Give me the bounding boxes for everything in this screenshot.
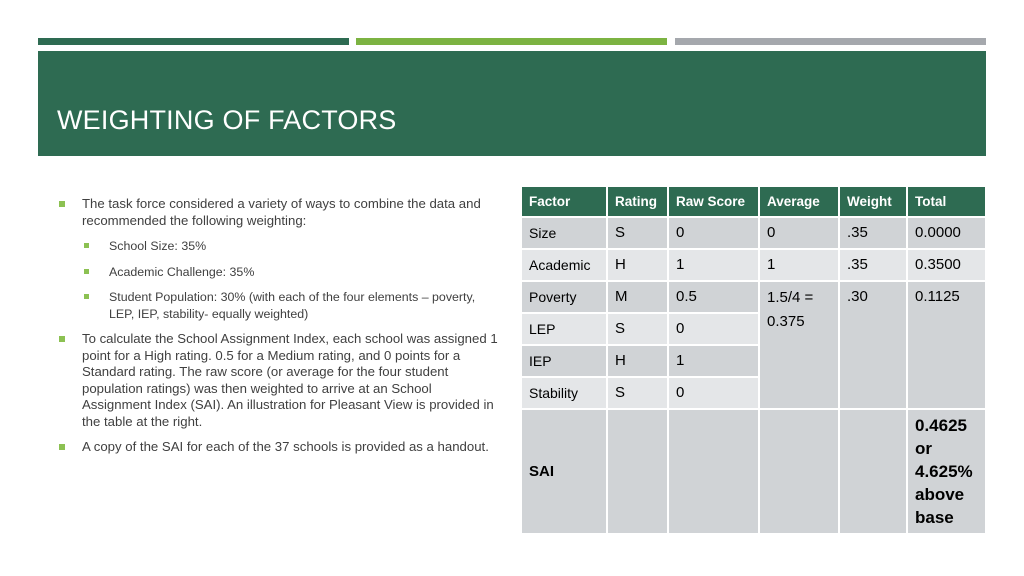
- sub-bullet-item: [82, 289, 498, 322]
- cell-weight-population: .30: [839, 281, 907, 409]
- cell-raw-score: 0: [668, 377, 759, 409]
- bullet-item: [58, 196, 498, 322]
- cell-factor: LEP: [521, 313, 607, 345]
- cell-average-population: 1.5/4 = 0.375: [759, 281, 839, 409]
- table-row-academic: [521, 249, 986, 281]
- column-header-raw-score: Raw Score: [668, 187, 759, 217]
- cell-empty: [759, 409, 839, 534]
- cell-raw-score: 0: [668, 217, 759, 249]
- cell-rating: H: [607, 345, 668, 377]
- bullet-list-panel: [58, 196, 498, 465]
- cell-factor: Size: [521, 217, 607, 249]
- cell-factor: Poverty: [521, 281, 607, 313]
- column-header-weight: Weight: [839, 187, 907, 217]
- cell-rating: S: [607, 377, 668, 409]
- top-accent-bar-light-green: [356, 38, 667, 45]
- cell-average: 1: [759, 249, 839, 281]
- sub-bullet-text: Academic Challenge: 35%: [109, 264, 255, 279]
- top-accent-bar-gray: [675, 38, 986, 45]
- sub-bullet-text: Student Population: 30% (with each of the four elements – poverty, LEP, IEP, stability- equally weighted): [109, 290, 476, 321]
- cell-empty: [607, 409, 668, 534]
- square-bullet-icon: [59, 201, 65, 207]
- column-header-rating: Rating: [607, 187, 668, 217]
- bullet-item: [58, 331, 498, 430]
- cell-rating: S: [607, 217, 668, 249]
- column-header-factor: Factor: [521, 187, 607, 217]
- sub-bullet-item: [82, 238, 498, 255]
- slide-title: WEIGHTING OF FACTORS: [57, 105, 397, 135]
- cell-factor: Stability: [521, 377, 607, 409]
- top-accent-bar-dark-green: [38, 38, 349, 45]
- weighting-table: [520, 187, 987, 535]
- cell-factor: Academic: [521, 249, 607, 281]
- cell-raw-score: 1: [668, 345, 759, 377]
- cell-total: 0.0000: [907, 217, 986, 249]
- square-bullet-icon: [59, 444, 65, 450]
- column-header-total: Total: [907, 187, 986, 217]
- bullet-text: The task force considered a variety of ways to combine the data and recommended the following weighting:: [82, 196, 481, 228]
- cell-total-population: 0.1125: [907, 281, 986, 409]
- cell-raw-score: 1: [668, 249, 759, 281]
- sub-bullet-item: [82, 264, 498, 281]
- cell-sai-total: 0.4625 or 4.625% above base: [907, 409, 986, 534]
- table-row-poverty: [521, 281, 986, 313]
- bullet-item: [58, 439, 498, 456]
- bullet-text: A copy of the SAI for each of the 37 schools is provided as a handout.: [82, 439, 489, 454]
- cell-empty: [668, 409, 759, 534]
- square-bullet-icon: [84, 294, 89, 299]
- cell-factor: IEP: [521, 345, 607, 377]
- title-banner: [38, 51, 986, 156]
- cell-raw-score: 0.5: [668, 281, 759, 313]
- table-header-row: [521, 187, 986, 217]
- cell-raw-score: 0: [668, 313, 759, 345]
- cell-rating: S: [607, 313, 668, 345]
- cell-weight: .35: [839, 249, 907, 281]
- cell-sai-label: SAI: [521, 409, 607, 534]
- bullet-list: [58, 196, 498, 456]
- square-bullet-icon: [84, 243, 89, 248]
- table-row-size: [521, 217, 986, 249]
- cell-empty: [839, 409, 907, 534]
- cell-average: 0: [759, 217, 839, 249]
- square-bullet-icon: [84, 269, 89, 274]
- cell-rating: M: [607, 281, 668, 313]
- table-row-sai: [521, 409, 986, 534]
- cell-total: 0.3500: [907, 249, 986, 281]
- square-bullet-icon: [59, 336, 65, 342]
- bullet-text: To calculate the School Assignment Index, each school was assigned 1 point for a High rating. 0.5 for a Medium rating, and 0 points for a Standard rating. The raw score (or average for the four student population ratings) was then weighted to arrive at an School Assignment Index (SAI). An illustration for Pleasant View is provided in the table at the right.: [82, 331, 498, 429]
- sub-bullet-text: School Size: 35%: [109, 239, 207, 253]
- sub-bullet-list: [82, 238, 498, 322]
- column-header-average: Average: [759, 187, 839, 217]
- cell-rating: H: [607, 249, 668, 281]
- cell-weight: .35: [839, 217, 907, 249]
